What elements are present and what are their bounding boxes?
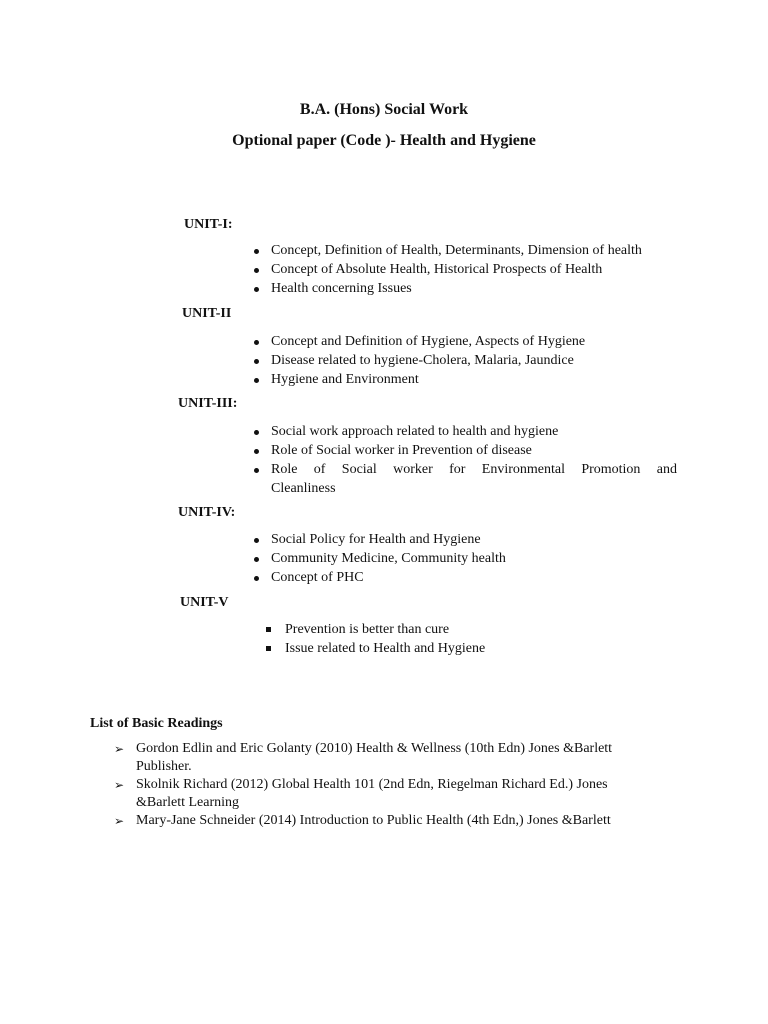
reading-item <box>114 812 676 830</box>
bullet-dot-icon <box>254 268 259 273</box>
list-item <box>271 422 677 441</box>
bullet-square-icon <box>266 646 271 651</box>
bullet-dot-icon <box>254 576 259 581</box>
readings-list <box>114 740 676 830</box>
list-item-text: Social work approach related to health and hygiene <box>271 424 559 439</box>
list-item-text: Role of Social worker in Prevention of disease <box>271 443 532 458</box>
list-item <box>271 441 677 460</box>
list-item <box>285 639 685 658</box>
arrow-bullet-icon: ➢ <box>114 778 125 792</box>
list-item <box>271 351 691 370</box>
readings-title: List of Basic Readings <box>90 716 223 731</box>
list-item-text: Concept, Definition of Health, Determinants, Dimension of health <box>271 243 642 258</box>
bullet-dot-icon <box>254 340 259 345</box>
list-item-text: Community Medicine, Community health <box>271 551 506 566</box>
reading-item <box>114 740 676 776</box>
list-item <box>271 460 677 498</box>
bullet-dot-icon <box>254 557 259 562</box>
list-item <box>271 332 691 351</box>
list-item-text: Role of Social worker for Environmental Promotion and <box>271 462 677 477</box>
unit-4-heading: UNIT-IV: <box>178 505 236 520</box>
reading-text: Gordon Edlin and Eric Golanty (2010) Health & Wellness (10th Edn) Jones &Barlett <box>136 741 613 756</box>
arrow-bullet-icon: ➢ <box>114 742 125 756</box>
list-item-text-continued: Cleanliness <box>271 481 336 496</box>
document-subtitle: Optional paper (Code )- Health and Hygiene <box>232 132 536 149</box>
unit-4-list <box>271 530 691 587</box>
reading-item <box>114 776 676 812</box>
unit-3-list <box>271 422 677 498</box>
reading-text: Skolnik Richard (2012) Global Health 101 (2nd Edn, Riegelman Richard Ed.) Jones <box>136 777 608 792</box>
unit-3-heading: UNIT-III: <box>178 396 238 411</box>
reading-text-continued: &Barlett Learning <box>136 795 240 810</box>
reading-text-continued: Publisher. <box>136 759 192 774</box>
bullet-dot-icon <box>254 378 259 383</box>
bullet-dot-icon <box>254 287 259 292</box>
list-item <box>285 620 685 639</box>
arrow-bullet-icon: ➢ <box>114 814 125 828</box>
list-item-text: Concept and Definition of Hygiene, Aspects of Hygiene <box>271 334 586 349</box>
unit-5-list <box>285 620 685 658</box>
unit-5-heading: UNIT-V <box>180 595 229 610</box>
unit-2-heading: UNIT-II <box>182 306 232 321</box>
unit-1-list <box>271 241 691 298</box>
list-item-text: Prevention is better than cure <box>285 622 450 637</box>
list-item <box>271 549 691 568</box>
bullet-dot-icon <box>254 430 259 435</box>
list-item <box>271 568 691 587</box>
bullet-dot-icon <box>254 538 259 543</box>
unit-1-heading: UNIT-I: <box>184 217 233 232</box>
list-item <box>271 279 691 298</box>
list-item <box>271 370 691 389</box>
bullet-dot-icon <box>254 468 259 473</box>
document-title: B.A. (Hons) Social Work <box>299 101 469 118</box>
list-item <box>271 260 691 279</box>
list-item-text: Disease related to hygiene-Cholera, Malaria, Jaundice <box>271 353 574 368</box>
list-item-text: Hygiene and Environment <box>271 372 419 387</box>
bullet-square-icon <box>266 627 271 632</box>
list-item-text: Social Policy for Health and Hygiene <box>271 532 481 547</box>
list-item-text: Concept of Absolute Health, Historical Prospects of Health <box>271 262 603 277</box>
list-item <box>271 241 691 260</box>
bullet-dot-icon <box>254 449 259 454</box>
unit-2-list <box>271 332 691 389</box>
list-item-text: Concept of PHC <box>271 570 364 585</box>
list-item <box>271 530 691 549</box>
bullet-dot-icon <box>254 249 259 254</box>
list-item-text: Issue related to Health and Hygiene <box>285 641 486 656</box>
list-item-text: Health concerning Issues <box>271 281 412 296</box>
bullet-dot-icon <box>254 359 259 364</box>
reading-text: Mary-Jane Schneider (2014) Introduction to Public Health (4th Edn,) Jones &Barlett <box>136 813 611 828</box>
